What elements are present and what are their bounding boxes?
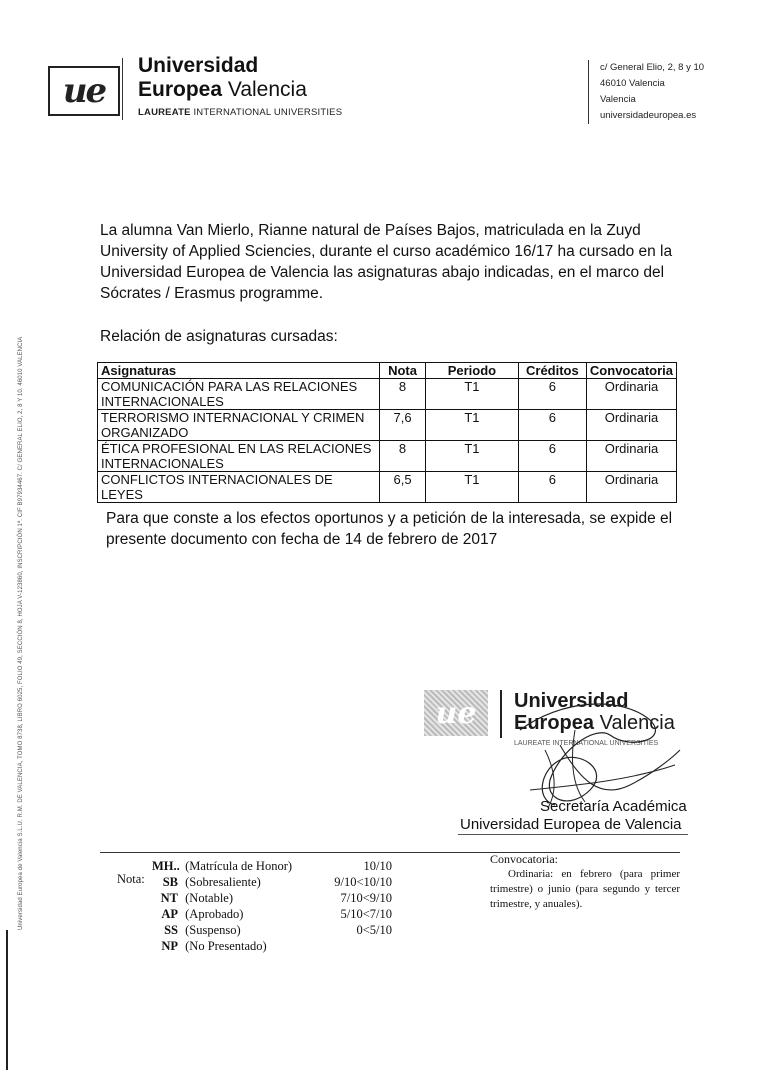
nota-label: Nota: [117, 872, 145, 886]
subject-grade: 8 [380, 379, 426, 410]
header-creditos: Créditos [518, 363, 586, 379]
university-name-bold: Europea [138, 78, 223, 101]
subject-grade: 8 [380, 441, 426, 472]
subject-period: T1 [425, 379, 518, 410]
address-postal: 46010 Valencia [600, 78, 665, 89]
grade-label: (No Presentado) [185, 939, 267, 953]
subject-convocatoria: Ordinaria [586, 441, 676, 472]
subject-name: ÉTICA PROFESIONAL EN LAS RELACIONES INTERNACIONALES [98, 441, 380, 472]
subject-period: T1 [425, 441, 518, 472]
subject-name: TERRORISMO INTERNACIONAL Y CRIMEN ORGANIZADO [98, 410, 380, 441]
university-name-line1: Universidad [138, 54, 259, 77]
grade-legend-item [152, 938, 292, 954]
address-city: Valencia [600, 94, 636, 105]
subject-period: T1 [425, 472, 518, 503]
grade-range: 10/10 [363, 859, 392, 873]
subject-convocatoria: Ordinaria [586, 379, 676, 410]
address-block [600, 60, 704, 124]
subject-name: COMUNICACIÓN PARA LAS RELACIONES INTERNACIONALES [98, 379, 380, 410]
stamp-name-line1: Universidad [514, 690, 629, 712]
intro-paragraph: La alumna Van Mierlo, Rianne natural de Países Bajos, matriculada en la Zuyd University of Applied Sciencies, durante el curso académico 16/17 ha cursado en la Universidad Europea de Valencia las asignaturas abajo indicadas, en el marco del Sócrates / Erasmus programme. [100, 222, 673, 302]
grade-label: (Matrícula de Honor) [185, 859, 293, 873]
signatory-office: Secretaría Académica [540, 798, 687, 815]
university-name-line2 [138, 78, 307, 102]
grade-legend-item [152, 922, 292, 938]
address-divider [588, 60, 589, 124]
table-row [98, 379, 677, 410]
subject-credits: 6 [518, 472, 586, 503]
header-periodo: Periodo [425, 363, 518, 379]
subject-convocatoria: Ordinaria [586, 472, 676, 503]
subject-period: T1 [425, 410, 518, 441]
university-logo: ue [48, 66, 120, 116]
grade-legend-item [152, 890, 292, 906]
closing-paragraph: Para que conste a los efectos oportunos y a petición de la interesada, se expide el presente documento con fecha de 14 de febrero de 2017 [106, 510, 673, 548]
grade-label: (Suspenso) [185, 923, 241, 937]
subject-grade: 6,5 [380, 472, 426, 503]
grade-ranges [320, 858, 392, 938]
grade-code: NP [161, 939, 178, 953]
grade-code: MH.. [152, 859, 180, 873]
table-row [98, 410, 677, 441]
grade-legend-item [152, 858, 292, 874]
subject-credits: 6 [518, 441, 586, 472]
grade-code: AP [161, 907, 178, 921]
subject-credits: 6 [518, 410, 586, 441]
header-nota: Nota [380, 363, 426, 379]
grade-range: 0<5/10 [356, 923, 392, 937]
stamp-laureate: LAUREATE INTERNATIONAL UNIVERSITIES [514, 740, 659, 747]
subject-convocatoria: Ordinaria [586, 410, 676, 441]
grade-range: 5/10<7/10 [340, 907, 392, 921]
convocatoria-title: Convocatoria: [490, 852, 558, 866]
grade-label: (Sobresaliente) [185, 875, 261, 889]
signature-rule [458, 834, 688, 835]
grade-range: 7/10<9/10 [340, 891, 392, 905]
table-row [98, 472, 677, 503]
grade-legend-item [152, 906, 292, 922]
scan-edge-line [6, 930, 8, 1070]
stamp-name-bold: Europea [514, 712, 595, 734]
subject-credits: 6 [518, 379, 586, 410]
subjects-heading: Relación de asignaturas cursadas: [100, 328, 338, 345]
logo-divider [122, 58, 123, 120]
grade-code: SS [164, 923, 178, 937]
laureate-tagline [138, 107, 342, 118]
grade-range: 9/10<10/10 [334, 875, 392, 889]
table-row [98, 441, 677, 472]
table-header-row [98, 363, 677, 379]
address-website: universidadeuropea.es [600, 110, 697, 121]
laureate-bold: LAUREATE [138, 107, 191, 118]
grade-code: SB [162, 875, 178, 889]
subject-name: CONFLICTOS INTERNACIONALES DE LEYES [98, 472, 380, 503]
subject-grade: 7,6 [380, 410, 426, 441]
header-asignaturas: Asignaturas [98, 363, 380, 379]
grade-code: NT [160, 891, 178, 905]
grade-legend-item [152, 874, 292, 890]
grade-label: (Aprobado) [185, 907, 244, 921]
address-street: c/ General Elio, 2, 8 y 10 [600, 62, 705, 73]
grade-legend [152, 858, 292, 954]
stamp-logo: ue [424, 690, 488, 736]
convocatoria-body: Ordinaria: en febrero (para primer trimestre) o junio (para segundo y tercer trimestre, y anuales). [490, 868, 680, 910]
subjects-table [97, 362, 677, 503]
laureate-rest: INTERNATIONAL UNIVERSITIES [193, 107, 343, 118]
stamp-name-light: Valencia [599, 712, 675, 734]
signatory-institution: Universidad Europea de Valencia [460, 816, 682, 833]
convocatoria-note [490, 852, 680, 912]
legal-margin-text: Universidad Europea de Valencia S.L.U. R.M. DE VALENCIA, TOMO 8738, LIBRO 6025, FOLIO 49, SECCIÓN 8, HOJA V-123860, INSCRIPCIÓN 1ª. CIF B97934467. C/ GENERAL ELIO, 2, 8 Y 10. 46010 VALENCIA [18, 336, 24, 930]
grade-label: (Notable) [185, 891, 234, 905]
university-name-light: Valencia [227, 78, 307, 101]
header-convocatoria: Convocatoria [586, 363, 676, 379]
